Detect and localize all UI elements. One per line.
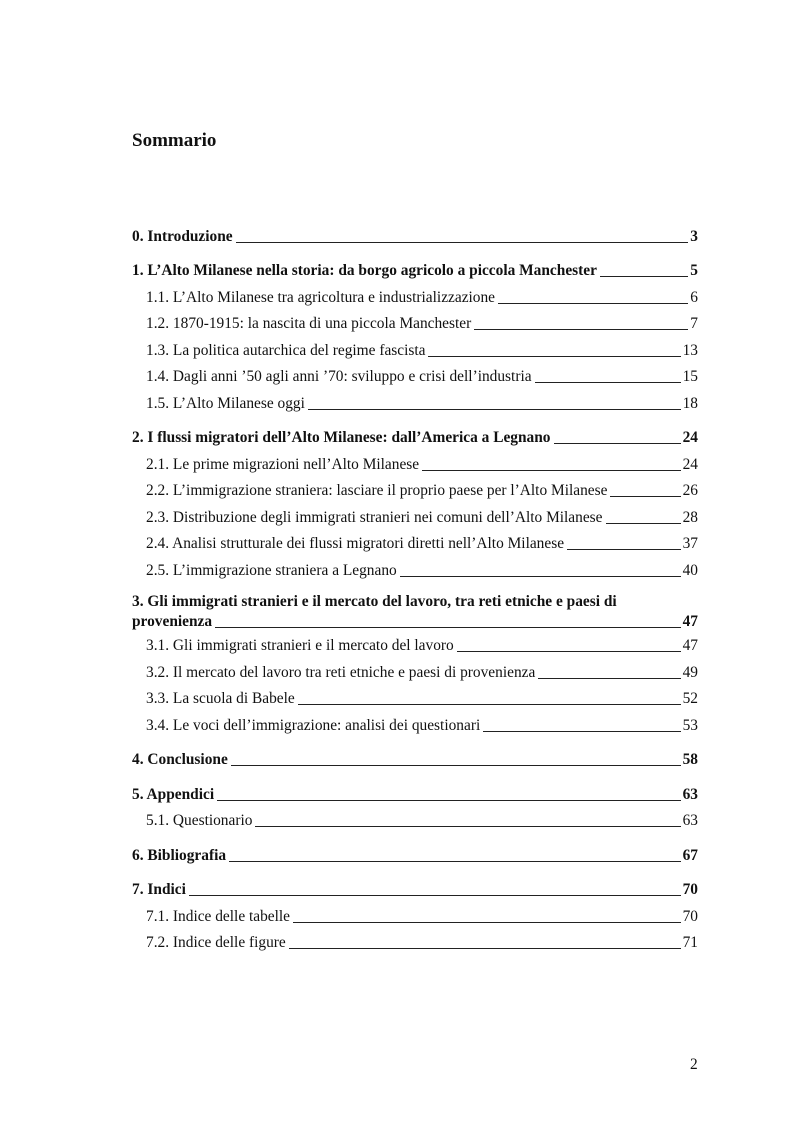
toc-section-entry[interactable] [132, 930, 698, 957]
toc-page-number: 53 [682, 716, 698, 734]
toc-page-number: 71 [682, 934, 698, 951]
toc-page-number: 5 [690, 262, 698, 279]
toc-leader-line [293, 922, 681, 923]
toc-chapter-entry[interactable] [132, 781, 698, 808]
toc-leader-line [554, 443, 681, 444]
toc-entry-title: 3.1. Gli immigrati stranieri e il mercato del lavoro [146, 637, 454, 654]
toc-leader-line [308, 409, 681, 410]
toc-leader-line [229, 861, 681, 862]
toc-chapter-entry[interactable] [132, 258, 698, 285]
toc-leader-line [457, 651, 681, 652]
toc-leader-line [535, 382, 681, 383]
toc-leader-line [298, 704, 681, 705]
toc-chapter-entry[interactable] [132, 842, 698, 869]
toc-leader-line [567, 549, 681, 550]
toc-section-entry[interactable] [132, 712, 698, 739]
toc-leader-line [255, 826, 680, 827]
toc-entry-title: 6. Bibliografia [132, 846, 227, 864]
toc-entry-title: 0. Introduzione [132, 227, 233, 245]
toc-entry-title: 1.4. Dagli anni ’50 agli anni ’70: sviluppo e crisi dell’industria [146, 368, 532, 385]
toc-leader-line [498, 303, 688, 304]
toc-chapter-entry[interactable] [132, 425, 698, 452]
toc-chapter-entry[interactable] [132, 592, 698, 633]
toc-entry-title: 5. Appendici [132, 785, 215, 803]
toc-page-number: 63 [682, 785, 698, 803]
toc-entry-title: 7. Indici [132, 881, 186, 898]
toc-leader-line [189, 895, 681, 896]
toc-section-entry[interactable] [132, 390, 698, 417]
toc-page-number: 47 [682, 612, 698, 630]
toc-leader-line [483, 731, 680, 732]
toc-section-entry[interactable] [132, 364, 698, 391]
toc-leader-line [289, 948, 681, 949]
toc-page-number: 18 [682, 394, 698, 412]
toc-page-number: 24 [682, 455, 698, 473]
toc-section-entry[interactable] [132, 686, 698, 713]
toc-entry-title: 2.4. Analisi strutturale dei flussi migratori diretti nell’Alto Milanese [146, 535, 565, 552]
toc-entry-title: 4. Conclusione [132, 751, 228, 768]
toc-section-entry[interactable] [132, 659, 698, 686]
toc-section-entry[interactable] [132, 808, 698, 835]
toc-page-number: 28 [682, 508, 698, 526]
toc-page-number: 24 [682, 429, 698, 446]
toc-entry-title: 1.3. La politica autarchica del regime fascista [146, 341, 426, 359]
toc-page-number: 52 [682, 690, 698, 707]
toc-entry-title: 3.3. La scuola di Babele [146, 690, 295, 707]
toc-section-entry[interactable] [132, 903, 698, 930]
toc-leader-line [400, 576, 681, 577]
toc-leader-line [217, 800, 681, 801]
toc-chapter-entry[interactable] [132, 877, 698, 904]
toc-leader-line [474, 329, 688, 330]
toc-entry-title: 1.1. L’Alto Milanese tra agricoltura e industrializzazione [146, 288, 496, 306]
toc-leader-line [606, 523, 681, 524]
toc-entry-title: 2.3. Distribuzione degli immigrati stranieri nei comuni dell’Alto Milanese [146, 508, 603, 526]
toc-page-number: 3 [690, 227, 698, 245]
toc-entry-title: 5.1. Questionario [146, 812, 253, 829]
page-number: 2 [690, 1056, 698, 1073]
toc-leader-line [600, 276, 688, 277]
toc-entry-title: 1. L’Alto Milanese nella storia: da borgo agricolo a piccola Manchester [132, 262, 597, 279]
toc-page-number: 70 [682, 881, 698, 898]
toc-page-number: 58 [682, 751, 698, 768]
toc-entry-title: 1.2. 1870-1915: la nascita di una piccola Manchester [146, 315, 472, 332]
toc-leader-line [215, 627, 681, 628]
toc-leader-line [236, 242, 689, 243]
toc-section-entry[interactable] [132, 504, 698, 531]
toc-entry-title: 3.4. Le voci dell’immigrazione: analisi dei questionari [146, 716, 481, 734]
toc-entry-title: 2. I flussi migratori dell’Alto Milanese: dall’America a Legnano [132, 429, 551, 446]
toc-leader-line [538, 678, 680, 679]
table-of-contents [132, 223, 698, 956]
toc-section-entry[interactable] [132, 531, 698, 558]
toc-entry-title: 7.1. Indice delle tabelle [146, 907, 291, 925]
toc-entry-title: 3.2. Il mercato del lavoro tra reti etniche e paesi di provenienza [146, 663, 536, 681]
toc-page-number: 67 [682, 846, 698, 864]
toc-page-number: 49 [682, 663, 698, 681]
toc-page-number: 63 [682, 812, 698, 829]
toc-page-number: 26 [682, 482, 698, 499]
toc-section-entry[interactable] [132, 633, 698, 660]
toc-section-entry[interactable] [132, 337, 698, 364]
toc-entry-title: 7.2. Indice delle figure [146, 934, 286, 951]
toc-chapter-entry[interactable] [132, 747, 698, 774]
toc-section-entry[interactable] [132, 478, 698, 505]
toc-entry-title: 2.1. Le prime migrazioni nell’Alto Milanese [146, 455, 420, 473]
toc-page-number: 40 [682, 561, 698, 579]
toc-leader-line [610, 496, 680, 497]
toc-section-entry[interactable] [132, 284, 698, 311]
toc-leader-line [428, 356, 680, 357]
toc-page-number: 47 [682, 637, 698, 654]
toc-section-entry[interactable] [132, 451, 698, 478]
toc-page-number: 7 [690, 315, 698, 332]
toc-entry-title: 1.5. L’Alto Milanese oggi [146, 394, 305, 412]
toc-entry-title: 2.2. L’immigrazione straniera: lasciare il proprio paese per l’Alto Milanese [146, 482, 608, 499]
toc-entry-title: 2.5. L’immigrazione straniera a Legnano [146, 561, 397, 579]
toc-section-entry[interactable] [132, 311, 698, 338]
toc-leader-line [231, 765, 681, 766]
page-title: Sommario [132, 130, 217, 151]
toc-page-number: 6 [690, 288, 698, 306]
toc-page-number: 13 [682, 341, 698, 359]
toc-page-number: 15 [682, 368, 698, 385]
toc-section-entry[interactable] [132, 557, 698, 584]
toc-entry-title: 3. Gli immigrati stranieri e il mercato del lavoro, tra reti etniche e paesi di [132, 592, 617, 610]
toc-page-number: 37 [682, 535, 698, 552]
toc-entry-title-continued: provenienza [132, 612, 213, 630]
toc-chapter-entry[interactable] [132, 223, 698, 250]
toc-page-number: 70 [682, 907, 698, 925]
toc-leader-line [422, 470, 681, 471]
